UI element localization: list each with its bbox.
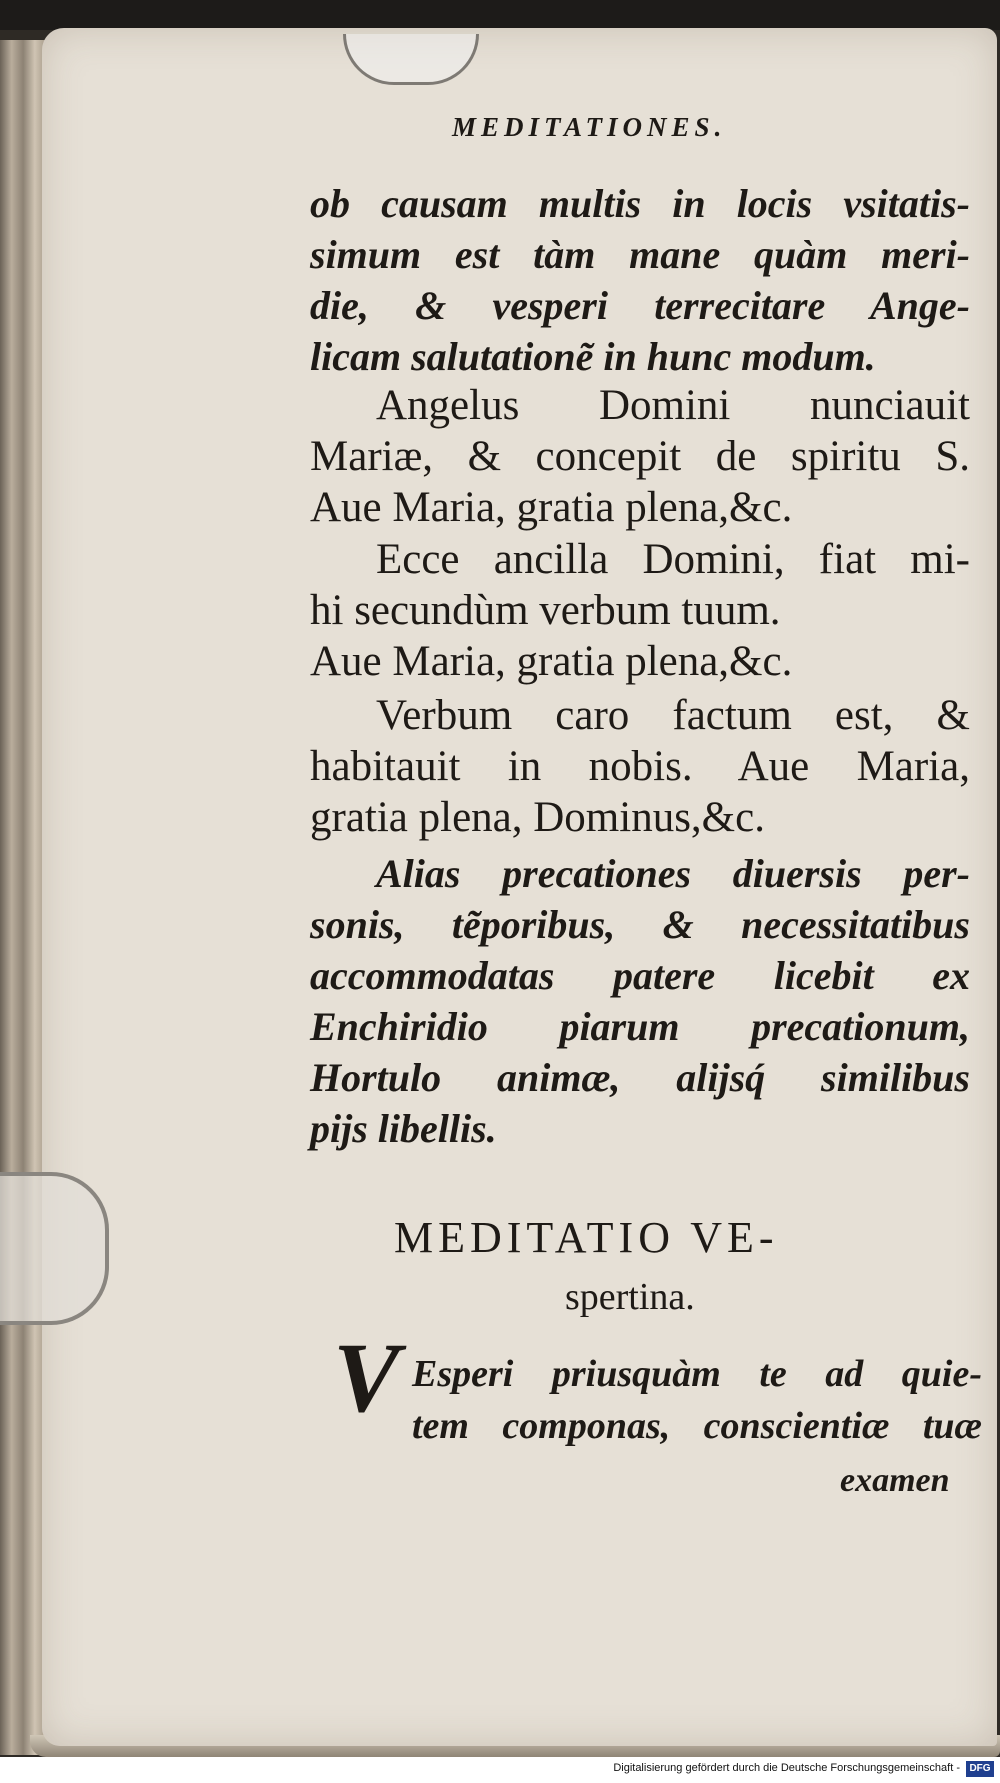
text-line: habitauit in nobis. Aue Maria,: [310, 743, 970, 790]
text-line: Aue Maria, gratia plena,&c.: [310, 484, 793, 531]
text-line: Aue Maria, gratia plena,&c.: [310, 638, 793, 685]
paragraph-alias: [310, 848, 970, 1154]
text-line: pijs libellis.: [310, 1106, 497, 1151]
text-line: licam salutationẽ in hunc modum.: [310, 334, 876, 379]
catchword: examen: [840, 1462, 950, 1499]
scan-top-edge: [0, 0, 1000, 30]
running-header: MEDITATIONES.: [452, 112, 727, 142]
paragraph-angelus: [310, 380, 970, 533]
text-line: gratia plena, Dominus,&c.: [310, 794, 765, 841]
text-line: sonis, tẽporibus, & necessitatibus: [310, 902, 970, 947]
drop-cap: V: [333, 1322, 400, 1433]
text-line: ob causam multis in locis vsitatis-: [310, 181, 970, 226]
digitization-footer: [0, 1757, 1000, 1783]
text-line: Hortulo animæ, alijsq́ similibus: [310, 1055, 970, 1100]
text-line: accommodatas patere licebit ex: [310, 953, 970, 998]
paragraph-intro: [310, 178, 970, 382]
dfg-logo: DFG: [966, 1761, 994, 1777]
section-heading: MEDITATIO VE-: [394, 1213, 779, 1262]
paragraph-vespertina: [412, 1348, 982, 1452]
section-subheading: spertina.: [565, 1276, 695, 1318]
text-line: Esperi priusquàm te ad quie-: [412, 1353, 982, 1395]
text-line: Ecce ancilla Domini, fiat mi-: [376, 536, 970, 583]
left-clip: [0, 1172, 109, 1325]
paragraph-ecce: [310, 534, 970, 687]
text-line: Mariæ, & concepit de spiritu S.: [310, 433, 970, 480]
text-line: simum est tàm mane quàm meri-: [310, 232, 970, 277]
text-line: Alias precationes diuersis per-: [376, 851, 970, 896]
paragraph-verbum: [310, 690, 970, 843]
text-line: Angelus Domini nunciauit: [376, 382, 970, 429]
footer-credit: Digitalisierung gefördert durch die Deutsche Forschungsgemeinschaft -: [613, 1762, 960, 1774]
text-line: hi secundùm verbum tuum.: [310, 587, 781, 634]
text-line: Enchiridio piarum precationum,: [310, 1004, 970, 1049]
text-line: die, & vesperi terrecitare Ange-: [310, 283, 970, 328]
text-line: tem componas, conscientiæ tuæ: [412, 1405, 982, 1447]
text-line: Verbum caro factum est, &: [376, 692, 970, 739]
